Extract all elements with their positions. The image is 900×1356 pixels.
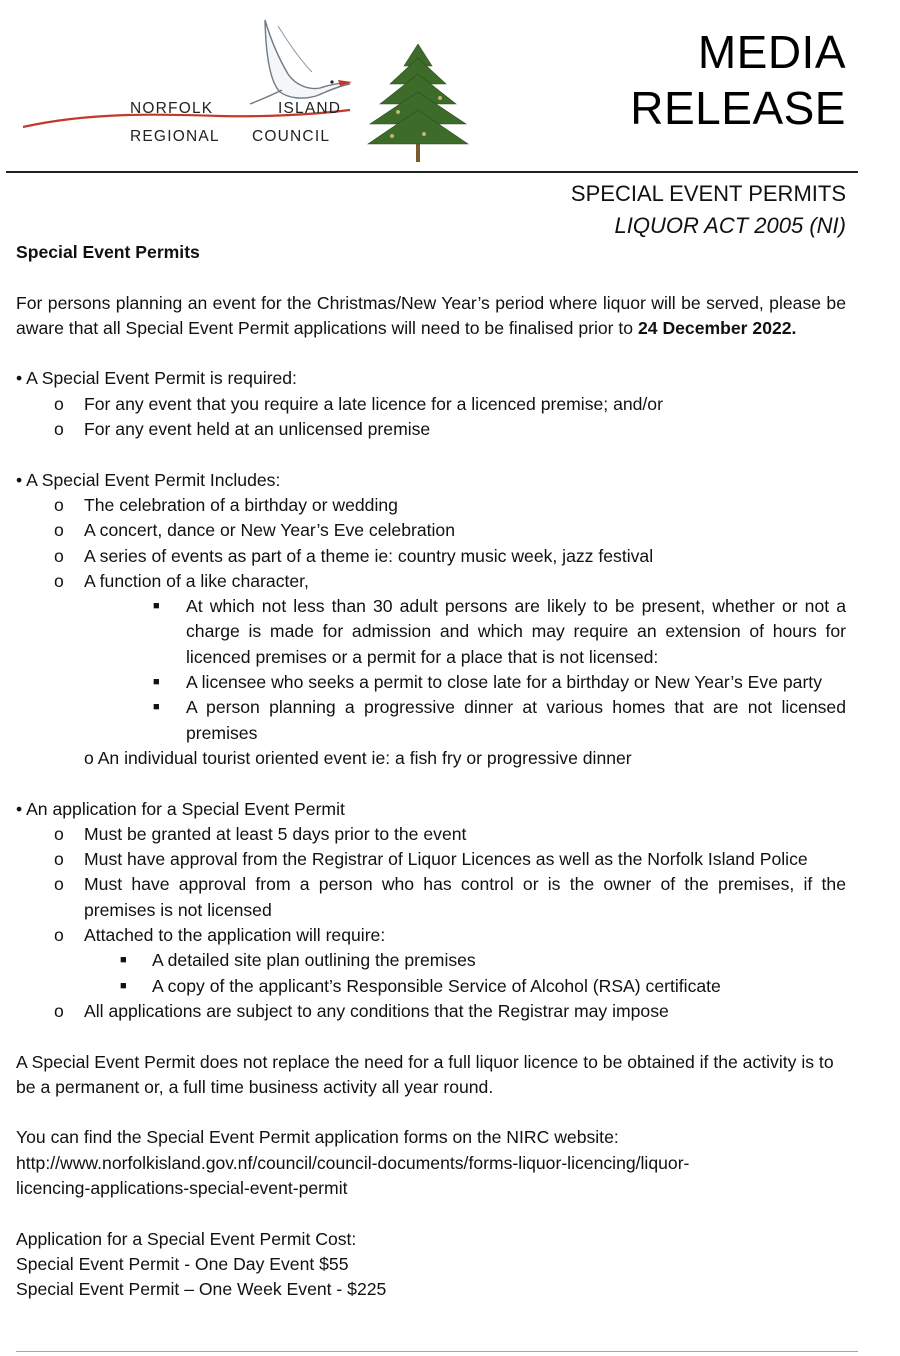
circle-bullet-icon: o (54, 494, 64, 515)
cost-heading: Application for a Special Event Permit Cost: (16, 1228, 357, 1249)
footer-divider (16, 1351, 858, 1352)
logo-word-norfolk: NORFOLK (130, 100, 214, 117)
title-line-media: MEDIA (697, 26, 846, 78)
circle-bullet-icon: o (54, 1000, 64, 1021)
circle-bullet-icon: o (54, 874, 64, 895)
circle-bullet-icon: o (54, 393, 64, 414)
includes-bullet: • A Special Event Permit Includes: (16, 469, 281, 490)
list-item: o For any event held at an unlicensed premise (16, 417, 846, 442)
circle-bullet-icon: o (54, 823, 64, 844)
forms-intro: You can find the Special Event Permit application forms on the NIRC website: (16, 1127, 619, 1148)
square-bullet-icon: ■ (153, 600, 160, 613)
logo-graphic (20, 12, 470, 164)
square-bullet-icon: ■ (153, 676, 160, 689)
subtitle-line-act: LIQUOR ACT 2005 (NI) (614, 213, 846, 238)
square-bullet-icon: ■ (120, 954, 127, 967)
list-item: o A series of events as part of a theme ie: country music week, jazz festival (16, 544, 846, 569)
list-item: o The celebration of a birthday or wedding (16, 493, 846, 518)
circle-bullet-icon: o (54, 925, 64, 946)
sub-list-item: ■ A detailed site plan outlining the premises (16, 948, 846, 973)
list-item: o A concert, dance or New Year’s Eve celebration (16, 518, 846, 543)
sub-list-item: ■ A person planning a progressive dinner at various homes that are not licensed premises (153, 697, 846, 743)
square-bullet-icon: ■ (120, 979, 127, 992)
circle-bullet-icon: o (54, 520, 64, 541)
circle-bullet-icon: o (54, 849, 64, 870)
list-item: o For any event that you require a late licence for a licenced premise; and/or (16, 392, 846, 417)
media-release-title (630, 24, 846, 136)
forms-url-link[interactable]: http://www.norfolkisland.gov.nf/council/council-documents/forms-liquor-licencing/liquor- (16, 1152, 690, 1173)
intro-text: For persons planning an event for the Christmas/New Year’s period where liquor will be served, please be aware that all Special Event Permit applications will need to be finalised prior to (16, 292, 846, 338)
list-item: o Attached to the application will require: (16, 923, 846, 948)
list-item: o Must be granted at least 5 days prior to the event (16, 822, 846, 847)
list-item: o All applications are subject to any conditions that the Registrar may impose (16, 999, 846, 1024)
circle-bullet-icon: o (54, 419, 64, 440)
subtitle-line-permits: SPECIAL EVENT PERMITS (570, 181, 846, 206)
cost-one-week: Special Event Permit – One Week Event - $225 (16, 1279, 387, 1300)
sub-list-item: ■ At which not less than 30 adult persons are likely to be present, whether or not a charge is made for admission and which may require an extension of hours for licenced premises or a permit for a place that is not licensed: (153, 596, 846, 667)
intro-paragraph (16, 291, 846, 342)
document-subtitle (571, 178, 846, 242)
body-content (16, 240, 846, 1302)
note-paragraph: A Special Event Permit does not replace the need for a full liquor licence to be obtained if the activity is to be a permanent or, a full time business activity all year round. (16, 1051, 834, 1097)
application-bullet: • An application for a Special Event Permit (16, 798, 345, 819)
header-divider (6, 171, 858, 173)
sub-list-item: ■ A copy of the applicant’s Responsible Service of Alcohol (RSA) certificate (16, 974, 846, 999)
square-bullet-icon: ■ (153, 701, 160, 714)
list-item: o An individual tourist oriented event ie: a fish fry or progressive dinner (84, 747, 632, 768)
intro-deadline: 24 December 2022. (637, 317, 797, 338)
list-item: o Must have approval from the Registrar of Liquor Licences as well as the Norfolk Island Police (16, 847, 846, 872)
cost-one-day: Special Event Permit - One Day Event $55 (16, 1253, 349, 1274)
council-logo (20, 12, 470, 164)
forms-url-link-continued[interactable]: licencing-applications-special-event-permit (16, 1177, 348, 1198)
circle-bullet-icon: o (54, 545, 64, 566)
title-line-release: RELEASE (630, 82, 846, 134)
logo-word-council: COUNCIL (252, 128, 331, 145)
logo-word-regional: REGIONAL (130, 128, 220, 145)
list-item: o A function of a like character, (16, 569, 846, 594)
circle-bullet-icon: o (54, 570, 64, 591)
sub-list-item: ■ A licensee who seeks a permit to close late for a birthday or New Year’s Eve party (16, 670, 846, 695)
list-item: o Must have approval from a person who has control or is the owner of the premises, if the premises is not licensed (54, 874, 846, 920)
required-bullet: • A Special Event Permit is required: (16, 368, 297, 389)
section-heading: Special Event Permits (16, 242, 200, 262)
logo-word-island: ISLAND (278, 100, 342, 117)
